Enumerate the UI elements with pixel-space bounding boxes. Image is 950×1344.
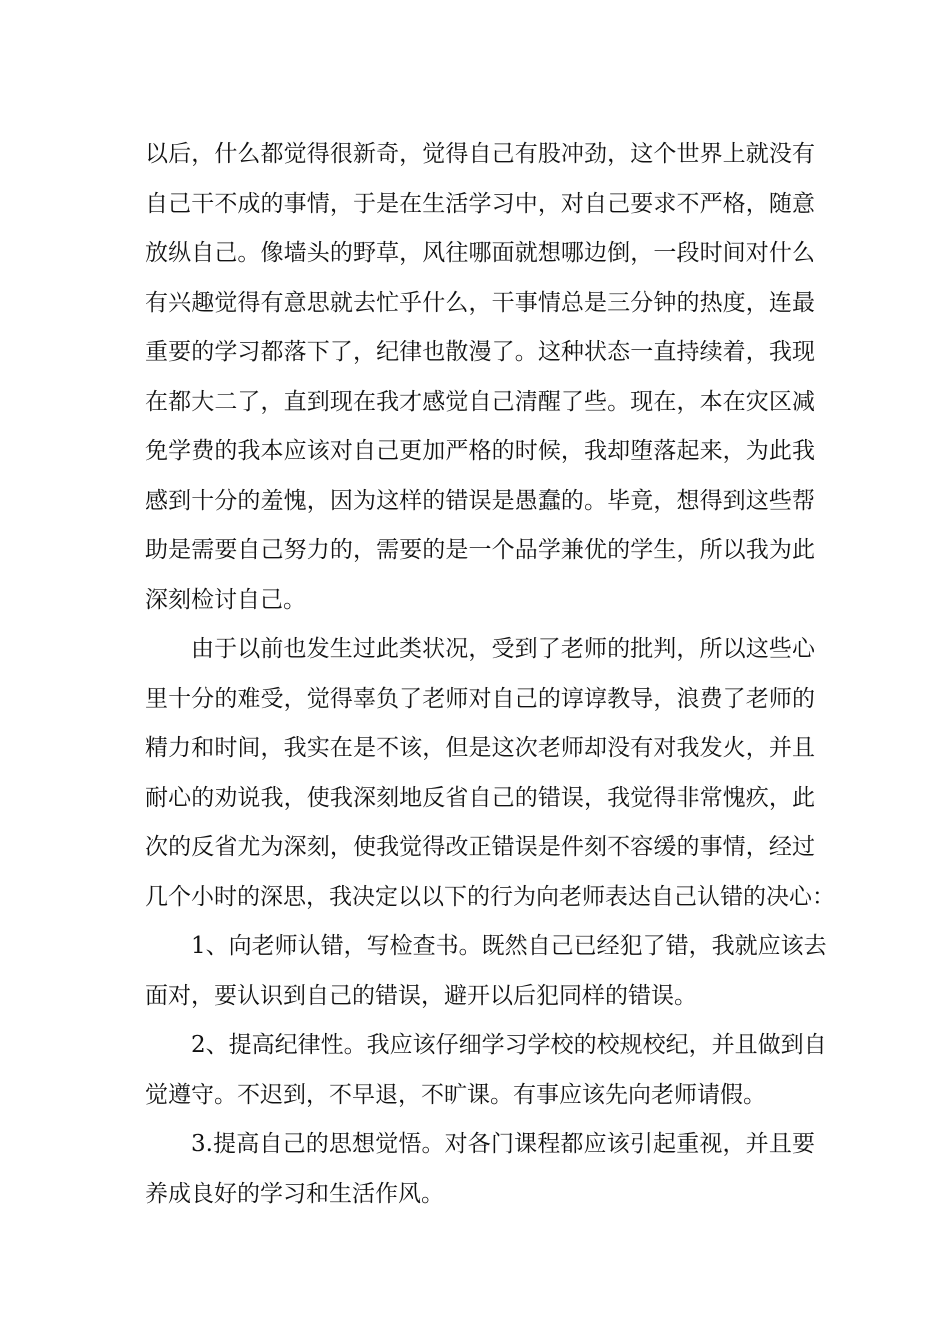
text-line: 以后，什么都觉得很新奇，觉得自己有股冲劲，这个世界上就没有 [145, 141, 815, 167]
text-line: 重要的学习都落下了，纪律也散漫了。这种状态一直持续着，我现 [145, 339, 815, 365]
text-line: 次的反省尤为深刻，使我觉得改正错误是件刻不容缓的事情，经过 [145, 834, 815, 860]
text-line: 几个小时的深思，我决定以以下的行为向老师表达自己认错的决心： [145, 883, 835, 910]
document-body [145, 130, 835, 1219]
text-line: 深刻检讨自己。 [145, 586, 306, 613]
text-line: 耐心的劝说我，使我深刻地反省自己的错误，我觉得非常愧疚，此 [145, 784, 815, 811]
text-line: 放纵自己。像墙头的野草，风往哪面就想哪边倒，一段时间对什么 [145, 240, 815, 266]
text-line: 助是需要自己努力的，需要的是一个品学兼优的学生，所以我为此 [145, 537, 815, 563]
text-line: 里十分的难受，觉得辜负了老师对自己的谆谆教导，浪费了老师的 [145, 685, 815, 712]
text-line: 面对，要认识到自己的错误，避开以后犯同样的错误。 [145, 982, 697, 1009]
text-line: 有兴趣觉得有意思就去忙乎什么，干事情总是三分钟的热度，连最 [145, 289, 815, 316]
text-line: 3.提高自己的思想觉悟。对各门课程都应该引起重视，并且要 [191, 1131, 815, 1157]
text-line: 在都大二了，直到现在我才感觉自己清醒了些。现在，本在灾区减 [145, 388, 815, 415]
text-line: 由于以前也发生过此类状况，受到了老师的批判，所以这些心 [191, 636, 815, 662]
text-line: 养成良好的学习和生活作风。 [145, 1180, 444, 1207]
text-line: 精力和时间，我实在是不该，但是这次老师却没有对我发火，并且 [145, 735, 815, 761]
text-line: 1、向老师认错，写检查书。既然自己已经犯了错，我就应该去 [191, 933, 827, 959]
text-line: 觉遵守。不迟到，不早退，不旷课。有事应该先向老师请假。 [145, 1081, 766, 1108]
text-line: 2、提高纪律性。我应该仔细学习学校的校规校纪，并且做到自 [191, 1032, 827, 1058]
text-line: 免学费的我本应该对自己更加严格的时候，我却堕落起来，为此我 [145, 438, 815, 464]
text-line: 自己干不成的事情，于是在生活学习中，对自己要求不严格，随意 [145, 190, 815, 217]
text-line: 感到十分的羞愧，因为这样的错误是愚蠢的。毕竟，想得到这些帮 [145, 487, 815, 514]
